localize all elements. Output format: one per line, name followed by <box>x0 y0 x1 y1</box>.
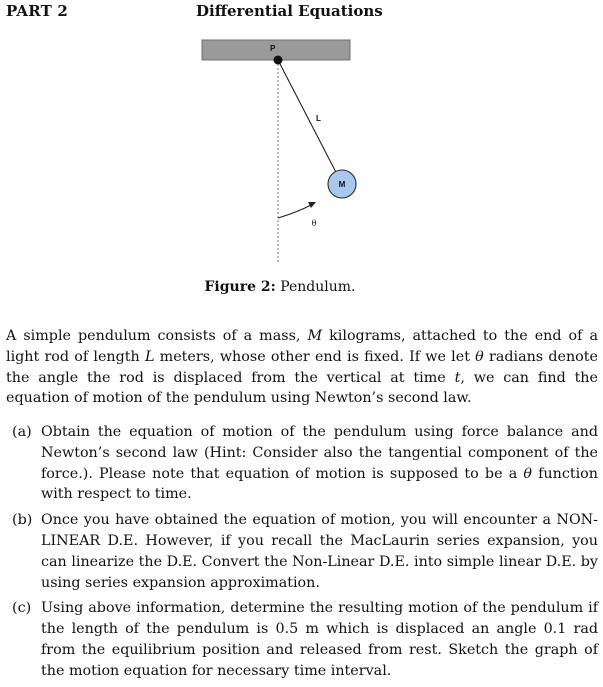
page-header <box>6 2 597 24</box>
theta-symbol: θ <box>523 465 532 482</box>
intro-text: , we can find the equation of motion of the pendulum using Newton’s second law. <box>6 369 598 407</box>
angle-arc-arrowhead <box>308 202 316 208</box>
intro-text: meters, whose other end is fixed. If we let <box>154 348 476 365</box>
question-text: Obtain the equation of motion of the pendulum using force balance and Newton’s second law (Hint: Consider also the tangential component of the force.). Please note that equation of motion is supposed to be a θ function with respect to time. <box>41 424 598 503</box>
angle-label: θ <box>311 219 317 228</box>
question-item <box>6 510 598 593</box>
length-symbol: L <box>144 348 155 365</box>
pendulum-figure <box>190 34 370 274</box>
question-list <box>6 422 598 687</box>
pivot-point <box>274 56 283 65</box>
figure-caption <box>0 279 560 295</box>
mass-symbol: M <box>307 328 323 344</box>
rod-length-label: L <box>316 114 321 123</box>
mass-label: M <box>338 180 346 189</box>
part-label: PART 2 <box>6 2 69 20</box>
pendulum-rod <box>278 60 342 184</box>
caption-text: Pendulum. <box>280 279 356 295</box>
intro-text: radians denote the angle the rod is displaced from the vertical at time <box>6 348 598 386</box>
section-title: Differential Equations <box>196 2 383 20</box>
question-label: (a) <box>12 424 32 440</box>
caption-label: Figure 2: <box>204 279 276 295</box>
pivot-label: P <box>270 44 276 53</box>
intro-text: kilograms, attached to the end of a light rod of length <box>6 328 598 365</box>
intro-paragraph <box>6 326 598 409</box>
angle-arc <box>278 204 313 218</box>
intro-text: A simple pendulum consists of a mass, <box>6 328 308 344</box>
question-item <box>6 422 598 505</box>
time-symbol: t <box>454 369 461 386</box>
question-text: Once you have obtained the equation of motion, you will encounter a NON-LINEAR D.E. However, if you recall the MacLaurin series expansion, you can linearize the D.E. Convert the Non-Linear D.E. into simple linear D.E. by using series expansion approximation. <box>41 512 598 591</box>
question-label: (c) <box>12 600 32 617</box>
theta-symbol: θ <box>475 348 484 365</box>
question-label: (b) <box>12 512 33 529</box>
question-item <box>6 598 598 681</box>
question-text: Using above information, determine the resulting motion of the pendulum if the length of the pendulum is 0.5 m which is displaced an angle 0.1 rad from the equilibrium position and released from rest. Sketch the graph of the motion equation for necessary time interval. <box>41 600 598 679</box>
